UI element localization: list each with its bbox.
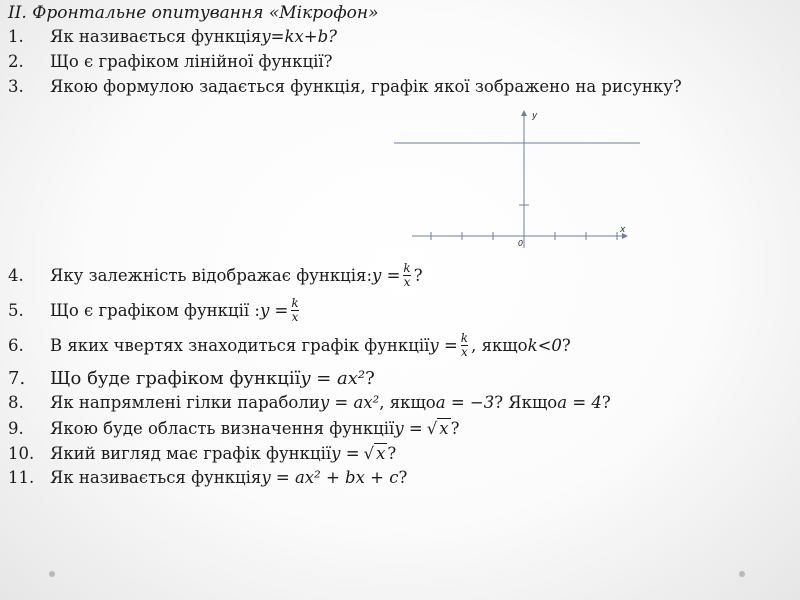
question-number: 9. xyxy=(8,418,24,438)
question-3 xyxy=(8,77,682,96)
fraction-denominator: x xyxy=(461,345,468,359)
fraction xyxy=(403,262,410,289)
question-tail: ? xyxy=(450,418,460,438)
question-tail: , якщо xyxy=(379,393,436,412)
sqrt-argument: x xyxy=(376,444,386,463)
question-1 xyxy=(8,27,337,46)
question-tail: ? xyxy=(413,266,423,285)
question-formula: y = xyxy=(331,443,360,463)
question-text: В яких чвертях знаходиться графік функції xyxy=(50,336,430,355)
fraction-numerator: k xyxy=(291,296,299,310)
question-number: 4. xyxy=(8,266,24,285)
slide-title: II. Фронтальне опитування «Мікрофон» xyxy=(8,3,379,23)
question-7 xyxy=(8,368,375,389)
question-number: 1. xyxy=(8,27,24,46)
question-number: 7. xyxy=(8,368,26,389)
origin-label: 0 xyxy=(518,239,524,248)
question-formula: y = ax² xyxy=(319,393,380,412)
y-axis-label: y xyxy=(532,111,538,121)
question-text: Як напрямлені гілки параболи xyxy=(50,393,320,412)
question-4 xyxy=(8,262,423,289)
question-condition: a = −3 xyxy=(435,393,495,412)
question-number: 6. xyxy=(8,336,24,355)
question-text: Як називається функція xyxy=(50,468,262,487)
question-end: ? xyxy=(561,336,571,355)
fraction-denominator: x xyxy=(291,310,299,324)
question-8 xyxy=(8,393,611,412)
question-2 xyxy=(8,52,332,71)
question-condition: k<0 xyxy=(527,336,562,355)
question-text: Яку залежність відображає функція: xyxy=(50,266,373,285)
question-text: Якою формулою задається функція, графік якої зображено на рисунку? xyxy=(50,77,682,96)
question-formula: y = ax² + bx + c xyxy=(261,468,399,487)
function-graph xyxy=(390,108,640,253)
question-text: Якою буде область визначення функції xyxy=(50,418,395,438)
question-number: 8. xyxy=(8,393,24,412)
x-axis-label: x xyxy=(620,225,626,235)
question-formula: y = xyxy=(394,418,423,438)
question-text: Що є графіком функції : xyxy=(50,301,260,320)
corner-decoration-right xyxy=(739,571,745,577)
question-text: Як називається функція xyxy=(50,27,262,46)
fraction xyxy=(461,332,468,359)
question-formula: y = xyxy=(372,266,401,285)
question-formula: y = ax² xyxy=(300,368,366,389)
question-11 xyxy=(8,468,407,487)
question-formula: y=kx+b? xyxy=(261,27,338,46)
fraction-denominator: x xyxy=(403,275,411,289)
question-10: 10. Який вигляд має графік функції y = √ x ? xyxy=(8,443,397,463)
sqrt-argument: x xyxy=(439,419,449,438)
fraction-numerator: k xyxy=(460,331,469,345)
question-number: 5. xyxy=(8,301,24,320)
question-text: Що буде графіком функції xyxy=(50,368,301,389)
question-6 xyxy=(8,332,571,359)
question-number: 11. xyxy=(8,468,35,487)
question-formula: y = xyxy=(429,336,458,355)
question-number: 3. xyxy=(8,77,24,96)
question-tail: ? xyxy=(398,468,408,487)
question-formula: y = xyxy=(259,301,289,320)
question-end-2: ? xyxy=(601,393,611,412)
question-end: ? Якщо xyxy=(494,393,558,412)
y-axis-arrow xyxy=(521,110,527,116)
question-tail: ? xyxy=(387,443,397,463)
question-text: Який вигляд має графік функції xyxy=(50,443,332,463)
corner-decoration-left xyxy=(49,571,55,577)
question-condition-2: a = 4 xyxy=(557,393,602,412)
fraction xyxy=(291,297,298,324)
fraction-numerator: k xyxy=(403,261,411,275)
question-9: 9. Якою буде область визначення функції y = √ x ? xyxy=(8,418,460,438)
question-number: 10. xyxy=(8,443,35,463)
question-number: 2. xyxy=(8,52,24,71)
question-tail: , якщо xyxy=(471,336,528,355)
question-5 xyxy=(8,297,302,324)
question-tail: ? xyxy=(365,368,375,389)
question-text: Що є графіком лінійної функції? xyxy=(50,52,333,71)
